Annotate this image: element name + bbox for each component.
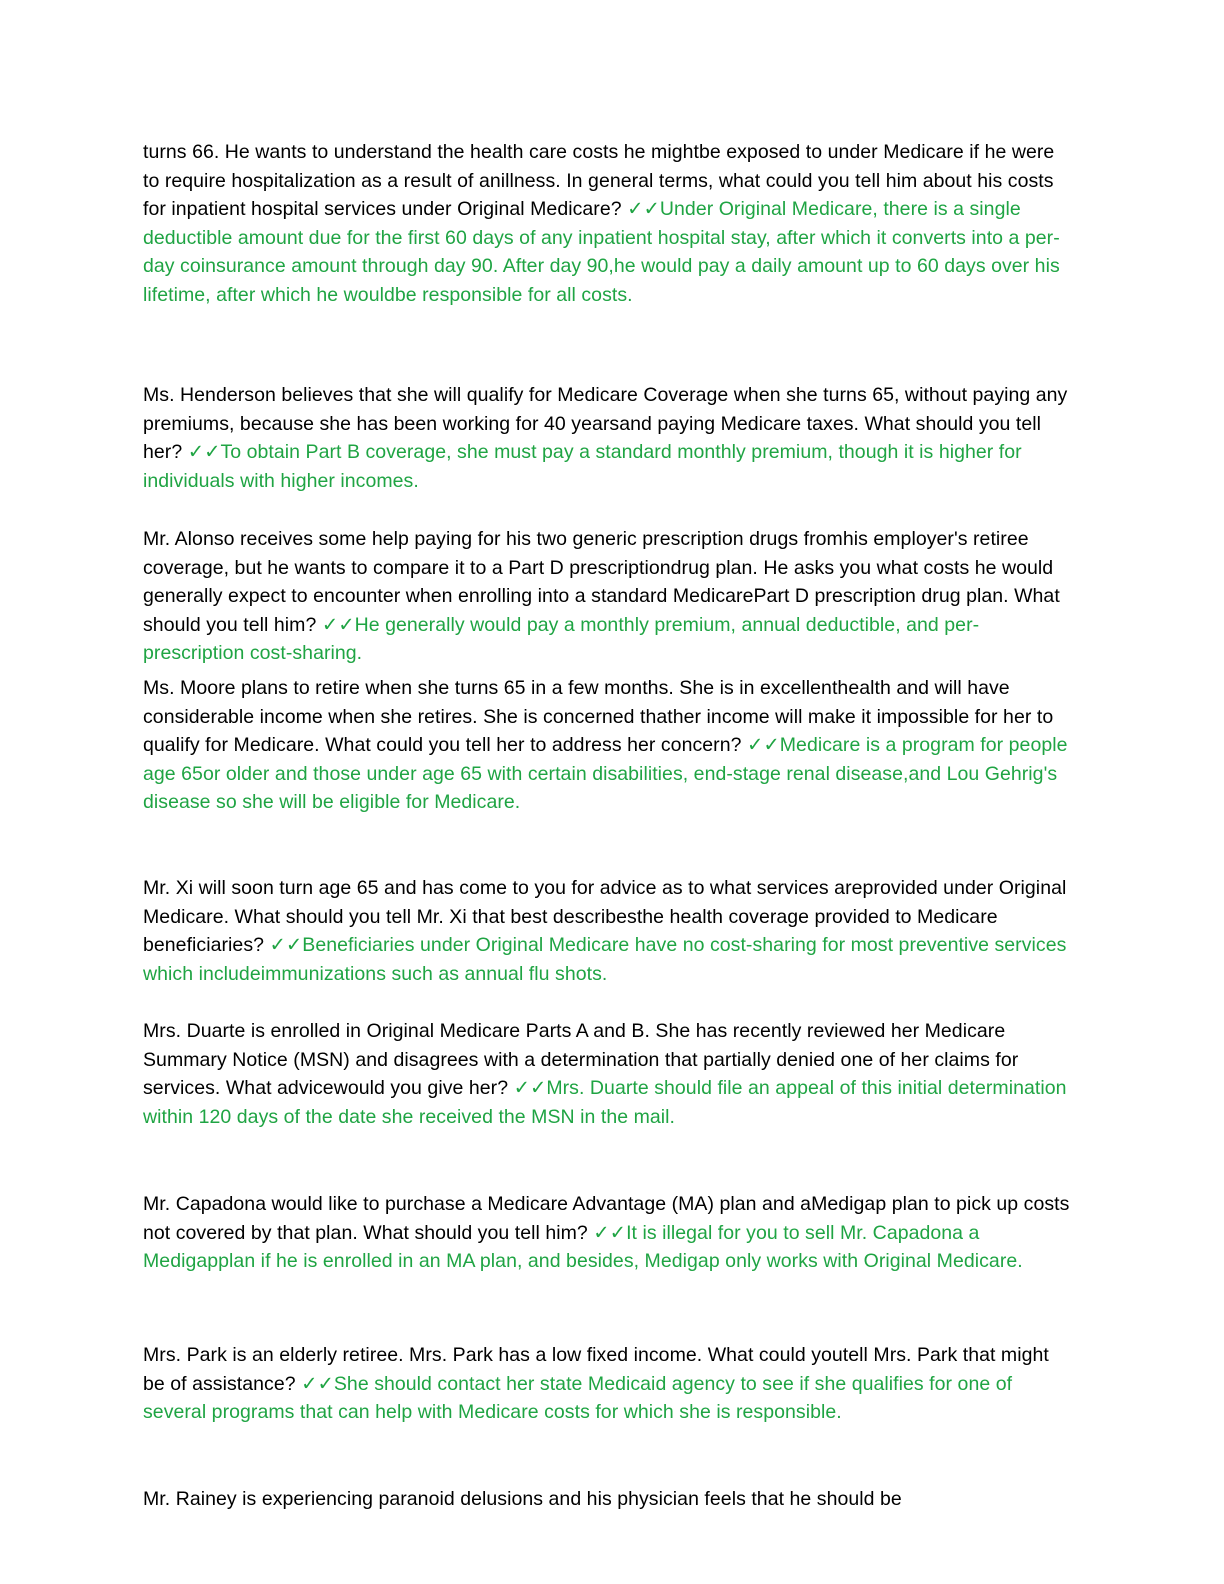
qa-entry-5 bbox=[143, 874, 1073, 988]
question-text: Mr. Capadona would like to purchase a Medicare Advantage (MA) plan and aMedigap plan to pick up costs not covered by that plan. What should you tell him? bbox=[143, 1193, 1070, 1244]
answer-text: He generally would pay a monthly premium, annual deductible, and per-prescription cost-sharing. bbox=[143, 613, 980, 664]
double-check-icon: ✓✓ bbox=[187, 441, 221, 463]
qa-entry-9 bbox=[143, 1485, 1073, 1514]
qa-entry-6 bbox=[143, 1017, 1073, 1131]
qa-entry-7 bbox=[143, 1190, 1073, 1276]
answer-text: Beneficiaries under Original Medicare have no cost-sharing for most preventive services which includeimmunizations such as annual flu shots. bbox=[143, 934, 1067, 985]
answer-text: Under Original Medicare, there is a single deductible amount due for the first 60 days of any inpatient hospital stay, after which it converts into a per-day coinsurance amount through day 90. After day 90,he would pay a daily amount up to 60 days over his lifetime, after which he wouldbe responsible for all costs. bbox=[143, 198, 1060, 306]
qa-entry-3 bbox=[143, 525, 1073, 668]
double-check-icon: ✓✓ bbox=[269, 934, 303, 956]
question-text: turns 66. He wants to understand the health care costs he mightbe exposed to under Medicare if he were to require hospitalization as a result of anillness. In general terms, what could you tell him about his costs for inpatient hospital services under Original Medicare? bbox=[143, 141, 1055, 220]
question-text: Ms. Henderson believes that she will qualify for Medicare Coverage when she turns 65, without paying any premiums, because she has been working for 40 yearsand paying Medicare taxes. What should you tell her? bbox=[143, 384, 1068, 463]
double-check-icon: ✓✓ bbox=[513, 1077, 547, 1099]
answer-text: Medicare is a program for people age 65or older and those under age 65 with certain disabilities, end-stage renal disease,and Lou Gehrig's disease so she will be eligible for Medicare. bbox=[143, 734, 1068, 813]
question-text: Mr. Alonso receives some help paying for his two generic prescription drugs fromhis employer's retiree coverage, but he wants to compare it to a Part D prescriptiondrug plan. He asks you what costs he would generally expect to encounter when enrolling into a standard MedicarePart D prescription drug plan. What should you tell him? bbox=[143, 528, 1060, 636]
question-text: Mrs. Park is an elderly retiree. Mrs. Park has a low fixed income. What could youtell Mrs. Park that might be of assistance? bbox=[143, 1344, 1049, 1395]
question-text: Mr. Rainey is experiencing paranoid delusions and his physician feels that he should be bbox=[143, 1488, 902, 1510]
question-text: Mrs. Duarte is enrolled in Original Medicare Parts A and B. She has recently reviewed her Medicare Summary Notice (MSN) and disagrees with a determination that partially denied one of her claims for services. What advicewould you give her? bbox=[143, 1020, 1019, 1099]
double-check-icon: ✓✓ bbox=[321, 613, 355, 636]
double-check-icon: ✓✓ bbox=[593, 1221, 627, 1244]
qa-entry-8 bbox=[143, 1341, 1073, 1427]
question-text: Ms. Moore plans to retire when she turns 65 in a few months. She is in excellenthealth and will have considerable income when she retires. She is concerned thather income will make it impossible for her to qualify for Medicare. What could you tell her to address her concern? bbox=[143, 677, 1054, 756]
double-check-icon: ✓✓ bbox=[627, 198, 660, 220]
double-check-icon: ✓✓ bbox=[301, 1372, 334, 1395]
qa-entry-4 bbox=[143, 674, 1073, 817]
answer-text: She should contact her state Medicaid agency to see if she qualifies for one of several programs that can help with Medicare costs for which she is responsible. bbox=[143, 1372, 1013, 1423]
qa-entry-2 bbox=[143, 381, 1073, 495]
answer-text: Mrs. Duarte should file an appeal of this initial determination within 120 days of the date she received the MSN in the mail. bbox=[143, 1077, 1067, 1128]
question-text: Mr. Xi will soon turn age 65 and has come to you for advice as to what services areprovided under Original Medicare. What should you tell Mr. Xi that best describesthe health coverage provided to Medicare beneficiaries? bbox=[143, 877, 1067, 956]
answer-text: To obtain Part B coverage, she must pay a standard monthly premium, though it is higher for individuals with higher incomes. bbox=[143, 441, 1022, 492]
qa-entry-1 bbox=[143, 138, 1073, 309]
double-check-icon: ✓✓ bbox=[746, 734, 780, 756]
answer-text: It is illegal for you to sell Mr. Capadona a Medigapplan if he is enrolled in an MA plan, and besides, Medigap only works with Original Medicare. bbox=[143, 1221, 1023, 1272]
